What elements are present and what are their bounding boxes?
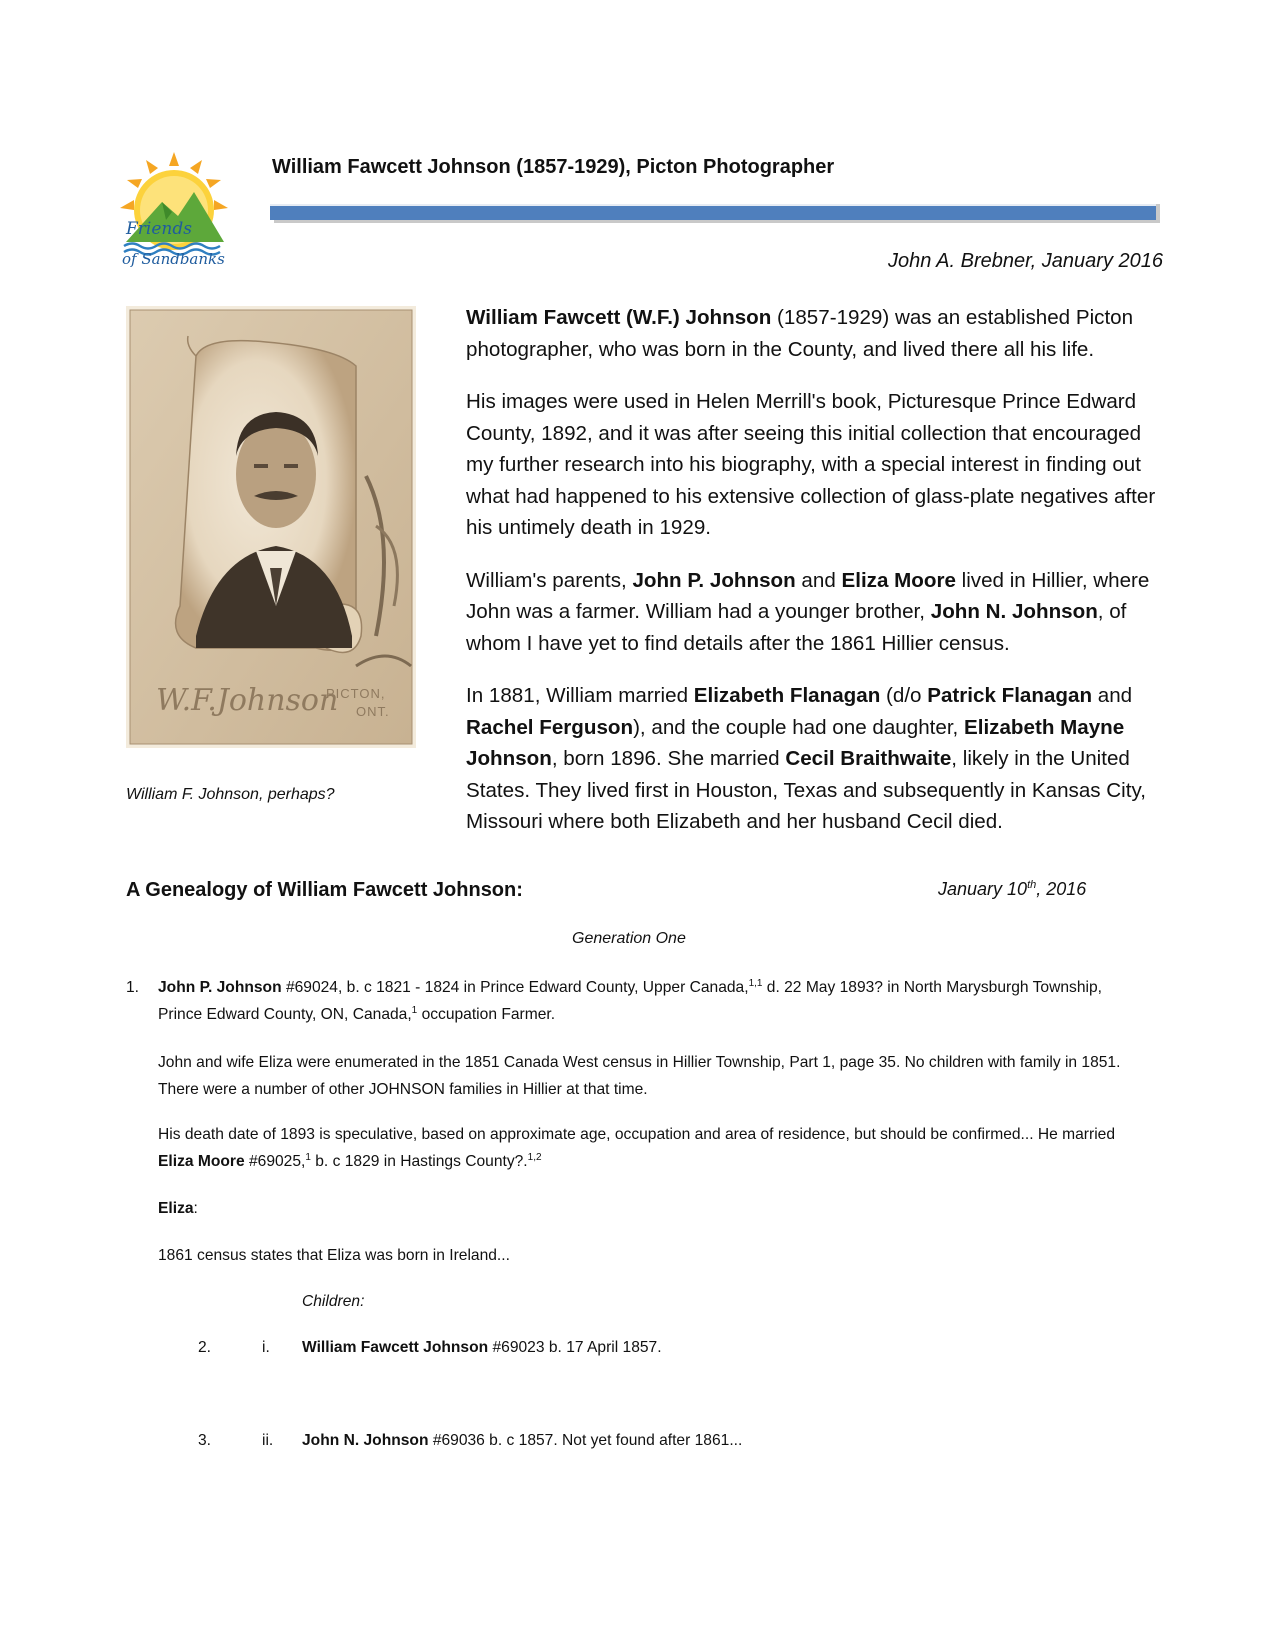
eliza-note: 1861 census states that Eliza was born in Ireland... xyxy=(158,1247,510,1264)
child-entry: William Fawcett Johnson #69023 b. 17 April 1857. xyxy=(302,1339,662,1356)
document-title: William Fawcett Johnson (1857-1929), Picton Photographer xyxy=(272,156,835,178)
byline: John A. Brebner, January 2016 xyxy=(888,250,1163,272)
child-entry: John N. Johnson #69036 b. c 1857. Not yet found after 1861... xyxy=(302,1432,743,1449)
eliza-label: Eliza: xyxy=(158,1200,198,1217)
intro-paragraph-1: William Fawcett (W.F.) Johnson (1857-1929) was an established Picton photographer, who was born in the County, and lived there all his life. xyxy=(466,306,1134,361)
portrait-photo xyxy=(126,306,416,748)
svg-text:Friends: Friends xyxy=(126,219,192,239)
svg-text:ONT.: ONT. xyxy=(356,704,390,719)
friends-of-sandbanks-logo xyxy=(118,150,230,268)
intro-paragraph-2: His images were used in Helen Merrill's book, Picturesque Prince Edward County, 1892, and it was after seeing this initial collection that encouraged my further research into his biography, with a special interest in finding out what had happened to his extensive collection of glass-plate negatives after his untimely death in 1929. xyxy=(466,390,1156,539)
intro-paragraph-3: William's parents, John P. Johnson and Eliza Moore lived in Hillier, where John was a farmer. William had a younger brother, John N. Johnson, of whom I have yet to find details after the 1861 Hillier census. xyxy=(466,568,1150,655)
genealogy-heading: A Genealogy of William Fawcett Johnson: xyxy=(126,879,523,901)
svg-text:of Sandbanks: of Sandbanks xyxy=(122,250,225,268)
intro-paragraph-4: In 1881, William married Elizabeth Flanagan (d/o Patrick Flanagan and Rachel Ferguson), and the couple had one daughter, Elizabeth Mayne Johnson, born 1896. She married Cecil Braithwaite, likely in the United States. They lived first in Houston, Texas and subsequently in Kansas City, Missouri where both Elizabeth and her husband Cecil died. xyxy=(466,684,1146,833)
child-number: 3. xyxy=(198,1432,212,1449)
child-number: 2. xyxy=(198,1339,212,1356)
death-paragraph: His death date of 1893 is speculative, based on approximate age, occupation and area of residence, but should be confirmed... He married Eliza Moore #69025,$^1$ b. c 1829 in Hastings County?.$^{1,2}$ xyxy=(158,1126,1116,1170)
photo-caption: William F. Johnson, perhaps? xyxy=(126,786,335,803)
entry-number: 1. xyxy=(126,979,140,996)
genealogy-date: January 10th, 2016 xyxy=(938,879,1087,899)
svg-text:W.F.Johnson: W.F.Johnson xyxy=(156,683,339,718)
children-label: Children: xyxy=(302,1293,365,1310)
child-roman: ii. xyxy=(262,1432,274,1449)
generation-label: Generation One xyxy=(572,930,686,947)
intro-text xyxy=(466,302,1166,859)
census-paragraph: John and wife Eliza were enumerated in the 1851 Canada West census in Hillier Township, Part 1, page 35. No children with family in 1851. There were a number of other JOHNSON families in Hillier at that time. xyxy=(158,1054,1121,1098)
title-rule xyxy=(270,204,1160,226)
svg-text:PICTON,: PICTON, xyxy=(326,686,386,701)
child-roman: i. xyxy=(262,1339,270,1356)
entry-john-p-johnson: John P. Johnson #69024, b. c 1821 - 1824 in Prince Edward County, Upper Canada,$^{1,1}$ d. 22 May 1893? in North Marysburgh Township, Prince Edward County, ON, Canada,$^1$ occupation Farmer. xyxy=(158,977,1102,1023)
